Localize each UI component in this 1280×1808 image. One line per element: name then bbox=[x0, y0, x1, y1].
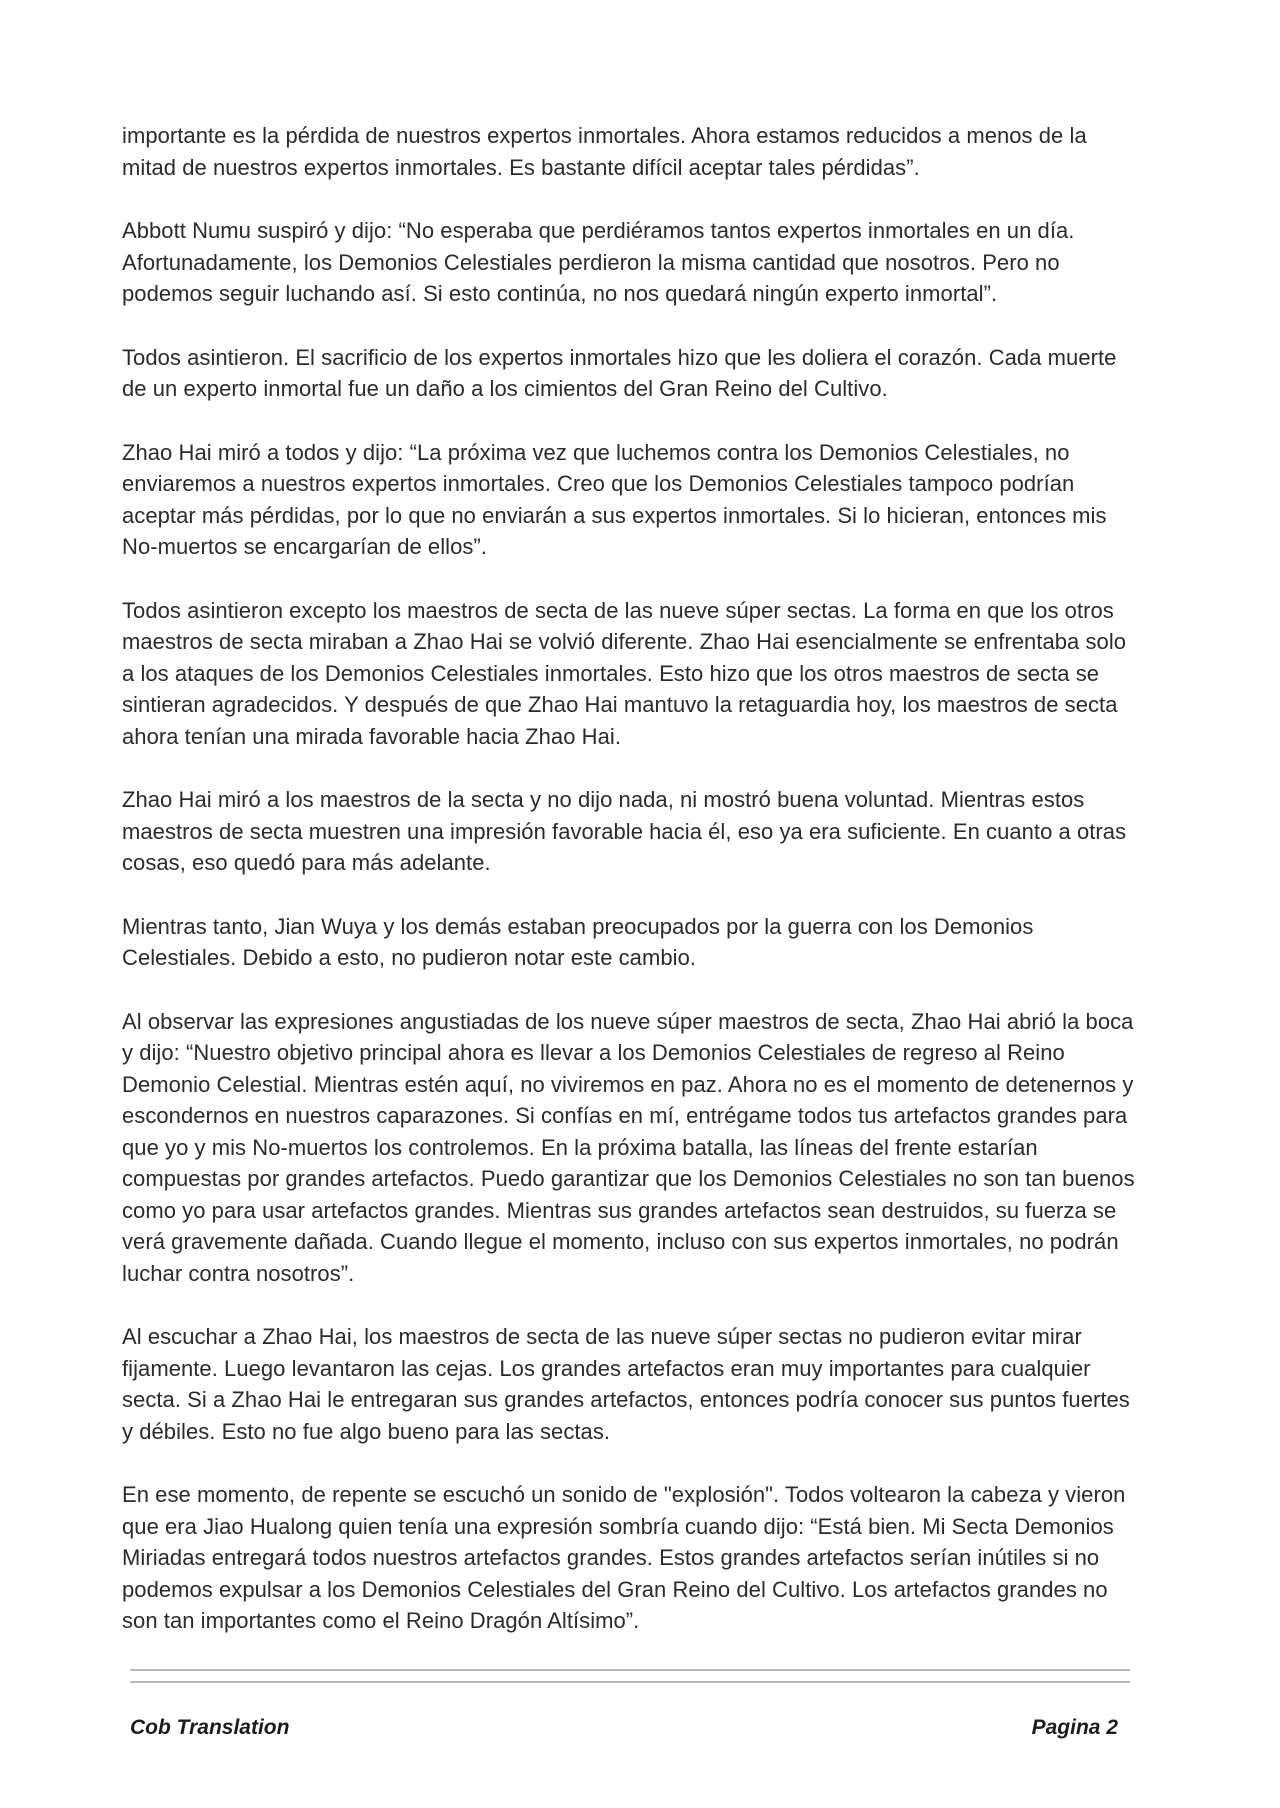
paragraph: Zhao Hai miró a los maestros de la secta y no dijo nada, ni mostró buena voluntad. Mientras estos maestros de secta muestren una impresión favorable hacia él, eso ya era suficiente. En cuanto a otras cosas, eso quedó para más adelante. bbox=[122, 787, 1127, 875]
footer-source-label: Cob Translation bbox=[130, 1716, 290, 1739]
paragraph: Zhao Hai miró a todos y dijo: “La próxima vez que luchemos contra los Demonios Celestiales, no enviaremos a nuestros expertos inmortales. Creo que los Demonios Celestiales tampoco podrían aceptar más pérdidas, por lo que no enviarán a sus expertos inmortales. Si lo hicieran, entonces mis No-muertos se encargarían de ellos”. bbox=[122, 439, 1107, 559]
paragraph: Mientras tanto, Jian Wuya y los demás estaban preocupados por la guerra con los Demonios Celestiales. Debido a esto, no pudieron notar este cambio. bbox=[122, 913, 1034, 970]
paragraph: Todos asintieron. El sacrificio de los expertos inmortales hizo que les doliera el corazón. Cada muerte de un experto inmortal fue un daño a los cimientos del Gran Reino del Cultivo. bbox=[122, 344, 1117, 401]
paragraph: importante es la pérdida de nuestros expertos inmortales. Ahora estamos reducidos a menos de la mitad de nuestros expertos inmortales. Es bastante difícil aceptar tales pérdidas”. bbox=[122, 123, 1087, 180]
paragraph: Al observar las expresiones angustiadas de los nueve súper maestros de secta, Zhao Hai abrió la boca y dijo: “Nuestro objetivo principal ahora es llevar a los Demonios Celestiales de regreso al Reino Demonio Celestial. Mientras estén aquí, no viviremos en paz. Ahora no es el momento de detenernos y escondernos en nuestros caparazones. Si confías en mí, entrégame todos tus artefactos grandes para que yo y mis No-muertos los controlemos. En la próxima batalla, las líneas del frente estarían compuestas por grandes artefactos. Puedo garantizar que los Demonios Celestiales no son tan buenos como yo para usar artefactos grandes. Mientras sus grandes artefactos sean destruidos, su fuerza se verá gravemente dañada. Cuando llegue el momento, incluso con sus expertos inmortales, no podrán luchar contra nosotros”. bbox=[122, 1008, 1135, 1286]
footer-divider-top bbox=[130, 1669, 1130, 1671]
paragraph: Abbott Numu suspiró y dijo: “No esperaba que perdiéramos tantos expertos inmortales en un día. Afortunadamente, los Demonios Celestiales perdieron la misma cantidad que nosotros. Pero no podemos seguir luchando así. Si esto continúa, no nos quedará ningún experto inmortal”. bbox=[122, 218, 1075, 306]
paragraph: Al escuchar a Zhao Hai, los maestros de secta de las nueve súper sectas no pudieron evitar mirar fijamente. Luego levantaron las cejas. Los grandes artefactos eran muy importantes para cualquier secta. Si a Zhao Hai le entregaran sus grandes artefactos, entonces podría conocer sus puntos fuertes y débiles. Esto no fue algo bueno para las sectas. bbox=[122, 1324, 1130, 1444]
paragraph: En ese momento, de repente se escuchó un sonido de "explosión". Todos voltearon la cabeza y vieron que era Jiao Hualong quien tenía una expresión sombría cuando dijo: “Está bien. Mi Secta Demonios Miriadas entregará todos nuestros artefactos grandes. Estos grandes artefactos serían inútiles si no podemos expulsar a los Demonios Celestiales del Gran Reino del Cultivo. Los artefactos grandes no son tan importantes como el Reino Dragón Altísimo”. bbox=[122, 1482, 1126, 1633]
footer-page-number: Pagina 2 bbox=[1031, 1716, 1118, 1739]
paragraph: Todos asintieron excepto los maestros de secta de las nueve súper sectas. La forma en que los otros maestros de secta miraban a Zhao Hai se volvió diferente. Zhao Hai esencialmente se enfrentaba solo a los ataques de los Demonios Celestiales inmortales. Esto hizo que los otros maestros de secta se sintieran agradecidos. Y después de que Zhao Hai mantuvo la retaguardia hoy, los maestros de secta ahora tenían una mirada favorable hacia Zhao Hai. bbox=[122, 597, 1127, 749]
body-text bbox=[122, 120, 1142, 1669]
footer-divider-bottom bbox=[130, 1681, 1130, 1683]
